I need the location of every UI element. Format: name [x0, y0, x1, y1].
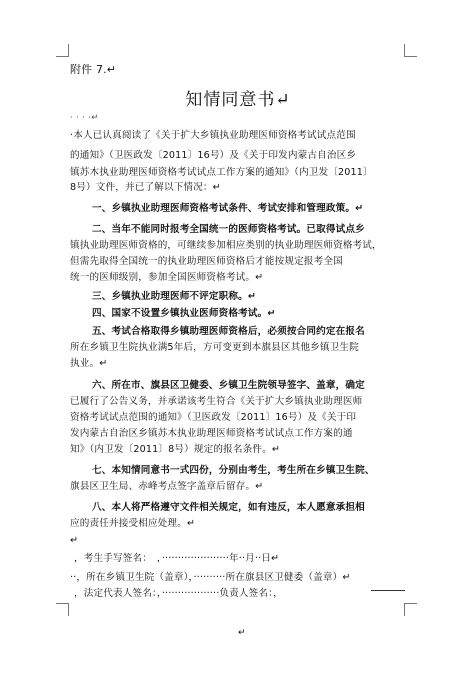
candidate-signature-line: ，考生手写签名： ，·····················年··月··日↵: [74, 553, 280, 564]
margin-corner-top-right: [404, 44, 417, 57]
item-7-line-1: 七、本知情同意书一式四份，分别由考生，考生所在乡镇卫生院、: [92, 465, 375, 476]
margin-corner-bottom-left: [56, 603, 69, 616]
intro-line-2: 的通知》（卫医政发〔2011〕16号）及《关于印发内蒙古自治区乡: [70, 150, 357, 161]
document-title: 知情同意书↵: [185, 90, 291, 110]
item-6-line-2: 已履行了公告义务，并承诺该考生符合《关于扩大乡镇执业助理医师: [70, 396, 363, 407]
item-8-line-2: 应的责任并接受相应处理。↵: [70, 518, 196, 529]
item-2-line-4: 统一的医师级别，参加全国医师资格考试。↵: [70, 272, 264, 283]
item-6-line-3: 资格考试试点范围的通知》（卫医政发〔2011〕16号）及《关于印: [70, 412, 357, 423]
item-2-line-2: 镇执业助理医师资格的，可继续参加相应类别的执业助理医师资格考试，: [70, 240, 382, 251]
legal-representative-line: ，法定代表人签名：，··················负责人签名：，: [74, 588, 283, 599]
dots-line: · · · ·↵: [70, 113, 99, 123]
item-7-line-2: 旗县区卫生局、赤峰考点签字盖章后留存。↵: [70, 481, 264, 492]
blank-line-mark: ↵: [70, 535, 79, 546]
item-5-line-2: 所在乡镇卫生院执业满5年后，方可变更到本旗县区其他乡镇卫生院: [70, 342, 359, 353]
item-6-line-5: 知》（内卫发〔2011〕8号）规定的报名条件。↵: [70, 444, 281, 455]
item-2-line-1: 二、当年不能同时报考全国统一的医师资格考试。已取得试点乡: [92, 224, 365, 235]
item-3-line-1: 三、乡镇执业助理医师不评定职称。↵: [92, 291, 257, 302]
item-4-line-1: 四、国家不设置乡镇执业医师资格考试。↵: [92, 308, 276, 319]
item-2-line-3: 但需先取得全国统一的执业助理医师资格后才能按规定报考全国: [70, 256, 343, 267]
item-5-line-3: 执业。↵: [70, 358, 108, 369]
item-5-line-1: 五、考试合格取得乡镇助理医师资格后，必须按合同约定在报名: [92, 326, 365, 337]
margin-corner-top-left: [56, 44, 69, 57]
margin-corner-bottom-right: [404, 603, 417, 616]
attachment-label: 附件 7.↵: [70, 63, 117, 76]
intro-line-1: ·本人已认真阅读了《关于扩大乡镇执业助理医师资格考试试点范围: [70, 130, 356, 141]
signature-underline: [371, 590, 405, 591]
item-6-line-1: 六、所在市、旗县区卫健委、乡镇卫生院领导签字、盖章，确定: [92, 380, 365, 391]
item-1-line-1: 一、乡镇执业助理医师资格考试条件、考试安排和管理政策。↵: [92, 203, 364, 214]
paragraph-mark: ↵: [238, 628, 246, 638]
stamp-line: ··，所在乡镇卫生院（盖章），··········所在旗县区卫健委（盖章）↵: [70, 572, 351, 583]
item-6-line-4: 发内蒙古自治区乡镇苏木执业助理医师资格考试试点工作方案的通: [70, 428, 353, 439]
intro-line-3: 镇苏木执业助理医师资格考试试点工作方案的通知》（内卫发〔2011〕: [70, 167, 373, 178]
intro-line-4: 8号）文件，并已了解以下情况：↵: [70, 182, 221, 193]
item-8-line-1: 八、本人将严格遵守文件相关规定，如有违反，本人愿意承担相: [92, 502, 365, 513]
